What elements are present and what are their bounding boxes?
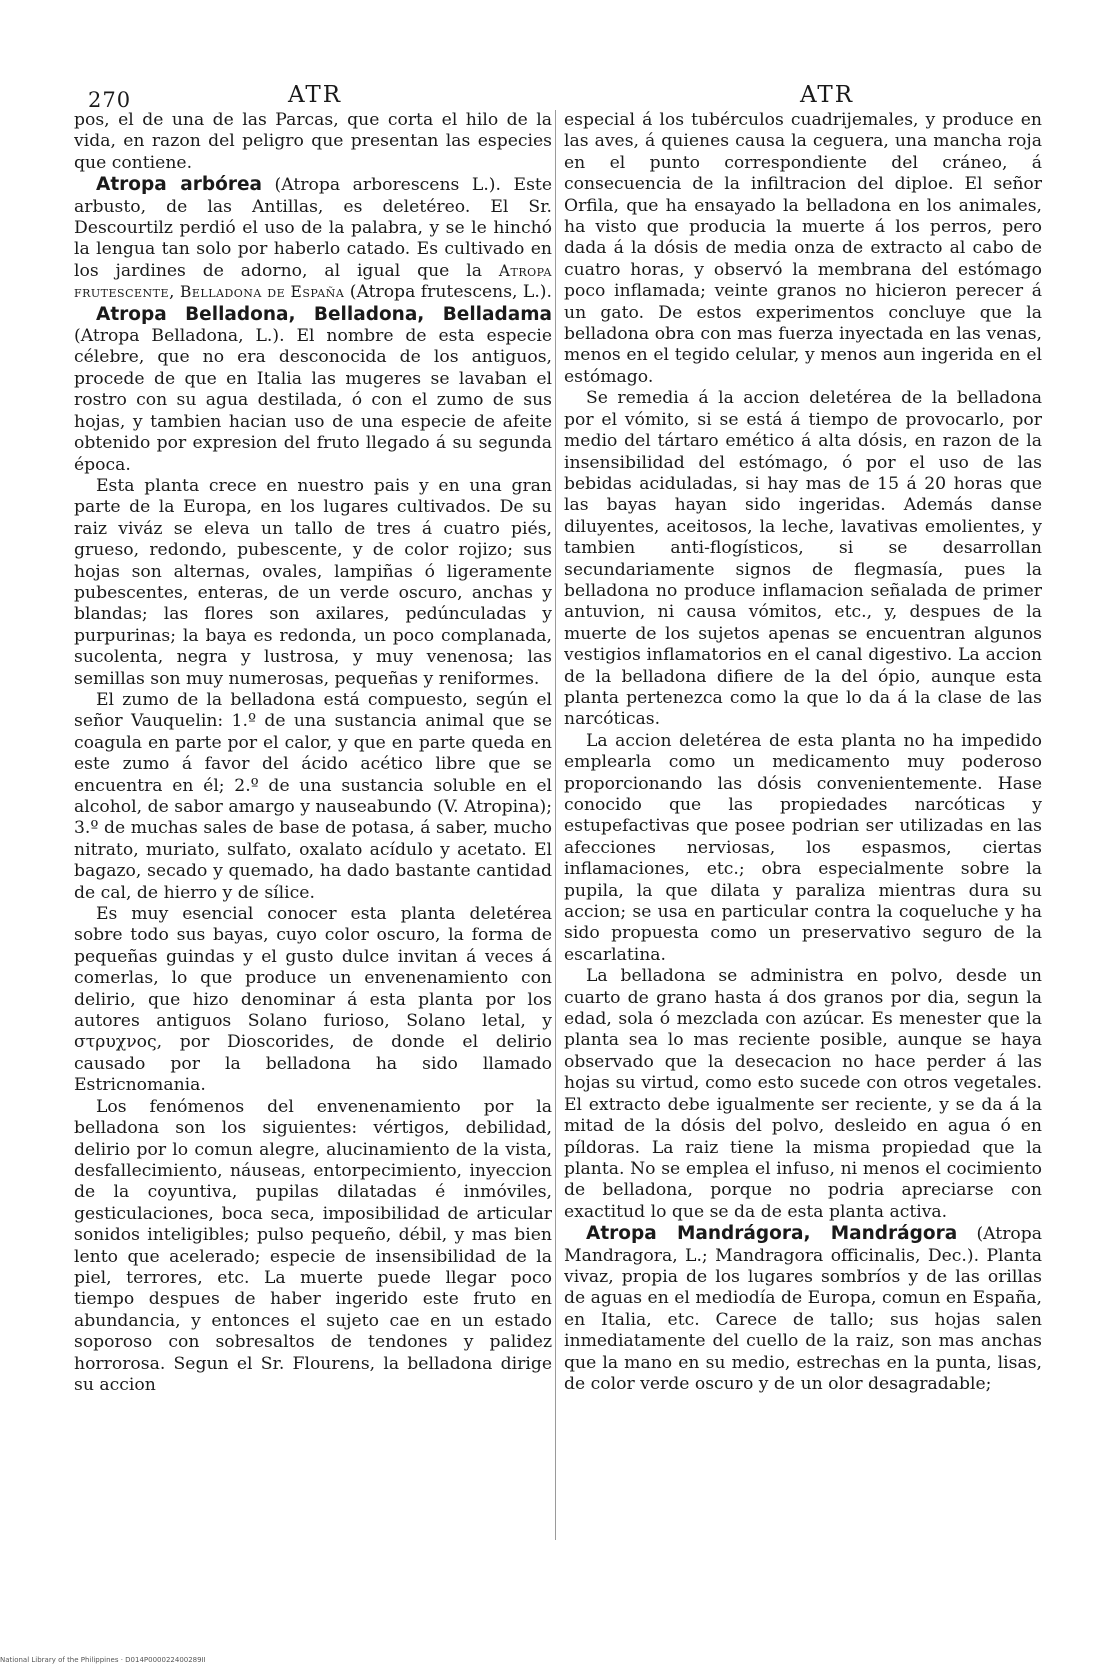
entry-heading: Atropa Mandrágora, Mandrágora: [586, 1223, 958, 1245]
entry-heading: Atropa Belladona, Belladona, Belladama: [96, 303, 552, 325]
scan-credit: National Library of the Philippines · D014P000022400289II: [0, 1656, 206, 1664]
entry-text: (Atropa Mandragora, L.; Mandragora officinalis, Dec.). Planta vivaz, propia de los lugares sombríos y de las orillas de aguas en el mediodía de Europa, comun en España, en Italia, etc. Carece de tallo; sus hojas salen inmediatamente del cuello de la raiz, son mas anchas que la mano en su medio, estrechas en la punta, lisas, de color verde oscuro y de un olor desagradable;: [564, 1224, 1042, 1394]
page-number: 270: [88, 88, 132, 112]
paragraph: La accion deletérea de esta planta no ha impedido emplearla como un medicamento muy poderoso proporcionando las dósis convenientemente. Hase conocido que las propiedades narcóticas y estupefactivas que posee podrian ser utilizadas en las afecciones nerviosas, los espasmos, ciertas inflamaciones, etc.; obra especialmente sobre la pupila, la que dilata y paraliza mientras dura su accion; se usa en particular contra la coqueluche y ha sido propuesta como un preservativo seguro de la escarlatina.: [564, 730, 1042, 965]
entry-text: (Atropa Belladona, L.). El nombre de esta especie célebre, que no era desconocida de los antiguos, procede de que en Italia las mugeres se lavaban el rostro con su agua destilada, ó con el zumo de sus hojas, y tambien hacian uso de una especie de afeite obtenido por expresion del fruto llegado á su segunda época.: [74, 326, 552, 475]
left-column: [74, 110, 552, 1538]
right-column: [564, 110, 1042, 1538]
paragraph: La belladona se administra en polvo, desde un cuarto de grano hasta á dos granos por dia, segun la edad, sola ó mezclada con azúcar. Es menester que la planta sea lo mas reciente posible, aunque se haya observado que la desecacion no hace perder á las hojas su virtud, como esto sucede con otros vegetales. El extracto debe igualmente ser reciente, y se da á la mitad de la dósis del polvo, desleido en agua ó en píldoras. La raiz tiene la misma propiedad que la planta. No se emplea el infuso, ni menos el cocimiento de belladona, porque no podria apreciarse con exactitud lo que se da de esta planta activa.: [564, 966, 1042, 1222]
cross-reference: Belladona de España: [179, 283, 345, 302]
entry-atropa-arborea: [74, 174, 552, 303]
page-header: [0, 82, 1106, 112]
paragraph: especial á los tubérculos cuadrijemales, y produce en las aves, á quienes causa la ceguera, una mancha roja en el punto correspondiente del cráneo, á consecuencia de la infiltracion del diploe. El señor Orfila, que ha ensayado la belladona en los animales, ha visto que producia la muerte á los perros, pero dada á la dósis de media onza de extracto al cabo de cuatro horas, y observó la membrana del estómago poco inflamada; veinte granos no hicieron perecer á un gato. De estos experimentos concluye que la belladona obra con mas fuerza inyectada en las venas, menos en el tegido celular, y menos aun ingerida en el estómago.: [564, 110, 1042, 387]
entry-heading: Atropa arbórea: [96, 174, 262, 196]
paragraph: Esta planta crece en nuestro pais y en una gran parte de la Europa, en los lugares cultivados. De su raiz viváz se eleva un tallo de tres á cuatro piés, grueso, redondo, pubescente, y de color rojizo; sus hojas son alternas, ovales, lampiñas ó ligeramente pubescentes, enteras, de un verde oscuro, anchas y blandas; las flores son axilares, pedúnculadas y purpurinas; la baya es redonda, un poco complanada, sucolenta, negra y lustrosa, y muy venenosa; las semillas son muy numerosas, pequeñas y reniformes.: [74, 475, 552, 689]
paragraph: Los fenómenos del envenenamiento por la belladona son los siguientes: vértigos, debilidad, delirio por lo comun alegre, alucinamiento de la vista, desfallecimiento, náuseas, entorpecimiento, inyeccion de la coyuntiva, pupilas dilatadas é inmóviles, gesticulaciones, boca seca, imposibilidad de articular sonidos inteligibles; pulso pequeño, débil, y mas bien lento que acelerado; especie de insensibilidad de la piel, terrores, etc. La muerte puede llegar poco tiempo despues de haber ingerido este fruto en abundancia, y entonces el sujeto cae en un estado soporoso con sobresaltos de tendones y palidez horrorosa. Segun el Sr. Flourens, la belladona dirige su accion: [74, 1096, 552, 1395]
paragraph: Se remedia á la accion deletérea de la belladona por el vómito, si se está á tiempo de provocarlo, por medio del tártaro emético á alta dósis, en razon de la insensibilidad del estómago, ó por el uso de las bebidas aciduladas, si hay mas de 15 á 20 horas que las bayas hayan sido ingeridas. Además danse diluyentes, aceitosos, la leche, lavativas emolientes, y tambien anti-flogísticos, si se desarrollan secundariamente signos de flegmasía, pues la belladona no produce inflamacion señalada de primer antuvion, ni causa vómitos, etc., y, despues de la muerte de los sujetos apenas se encuentran algunos vestigios inflamatorios en el canal digestivo. La accion de la belladona difiere de la del ópio, aunque esta planta pertenezca como la que lo da á la clase de las narcóticas.: [564, 388, 1042, 730]
running-head-right: ATR: [800, 82, 855, 108]
column-divider: [555, 110, 556, 1540]
entry-atropa-belladona: [74, 304, 552, 476]
cross-reference: Atropa frutescente: [74, 261, 552, 302]
paragraph: pos, el de una de las Parcas, que corta el hilo de la vida, en razon del peligro que presentan las especies que contiene.: [74, 110, 552, 173]
entry-atropa-mandragora: [564, 1223, 1042, 1395]
entry-text: (Atropa frutescens, L.).: [344, 282, 552, 303]
paragraph: Es muy esencial conocer esta planta deletérea sobre todo sus bayas, cuyo color oscuro, la forma de pequeñas guindas y el gusto dulce invitan á veces á comerlas, lo que produce un envenenamiento con delirio, que hizo denominar á esta planta por los autores antiguos Solano furioso, Solano letal, y στρυχνος, por Dioscorides, de donde el delirio causado por la belladona ha sido llamado Estricnomania.: [74, 904, 552, 1096]
paragraph: El zumo de la belladona está compuesto, según el señor Vauquelin: 1.º de una sustancia animal que se coagula en parte por el calor, y que en parte queda en este zumo á favor del ácido acético libre que se encuentra en él; 2.º de una sustancia soluble en el alcohol, de sabor amargo y nauseabundo (V. Atropina); 3.º de muchas sales de base de potasa, á saber, mucho nitrato, muriato, sulfato, oxalato acídulo y acetato. El bagazo, secado y quemado, ha dado bastante cantidad de cal, de hierro y de sílice.: [74, 689, 552, 903]
entry-text: ,: [169, 282, 180, 303]
running-head-left: ATR: [288, 82, 343, 108]
entry-text: (Atropa arborescens L.). Este arbusto, de las Antillas, es deletéreo. El Sr. Descourtilz perdió el uso de la palabra, y se le hinchó la lengua tan solo por haberlo catado. Es cultivado en los jardines de adorno, al igual que la: [74, 175, 552, 281]
